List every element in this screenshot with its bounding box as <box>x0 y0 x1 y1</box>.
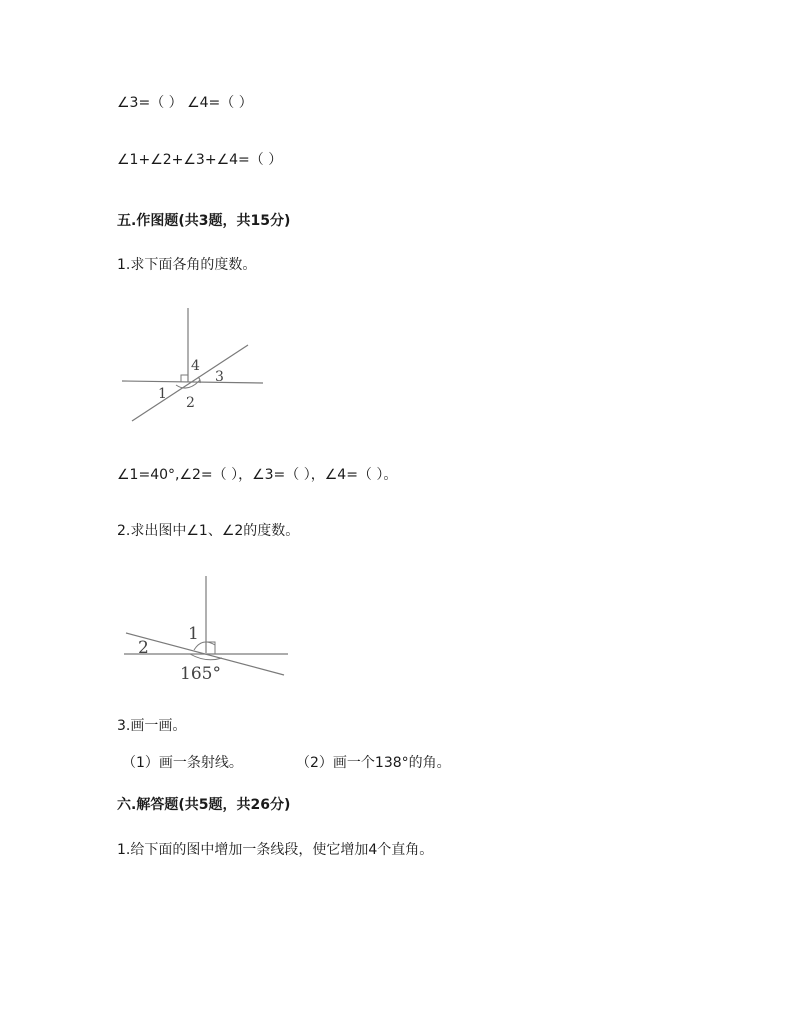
section-5-title: 五.作图题(共3题，共15分) <box>117 213 291 229</box>
fig2-label-2: 2 <box>138 638 149 658</box>
fig1-label-2: 2 <box>186 395 195 411</box>
question-5-3: 3.画一画。 <box>117 718 187 734</box>
angles-3-4-line: ∠3=（ ） ∠4=（ ） <box>117 95 253 111</box>
question-5-2: 2.求出图中∠1、∠2的度数。 <box>117 523 300 539</box>
fig2-label-165: 165° <box>180 664 221 684</box>
angle-figure-2 <box>120 573 292 685</box>
section-6-title: 六.解答题(共5题，共26分) <box>117 797 291 813</box>
question-6-1: 1.给下面的图中增加一条线段，使它增加4个直角。 <box>117 842 434 858</box>
question-5-3-part-1: （1）画一条射线。 <box>122 755 243 771</box>
question-5-3-part-2: （2）画一个138°的角。 <box>296 755 451 771</box>
fig1-label-4: 4 <box>191 358 200 374</box>
question-5-1-answer: ∠1=40°,∠2=（ ），∠3=（ ），∠4=（ ）。 <box>117 467 398 483</box>
fig2-label-1: 1 <box>188 624 199 644</box>
angle-figure-1 <box>118 305 268 427</box>
fig1-label-3: 3 <box>215 369 224 385</box>
angles-sum-line: ∠1+∠2+∠3+∠4=（ ） <box>117 152 283 168</box>
question-5-1: 1.求下面各角的度数。 <box>117 257 257 273</box>
fig1-label-1: 1 <box>158 386 167 402</box>
